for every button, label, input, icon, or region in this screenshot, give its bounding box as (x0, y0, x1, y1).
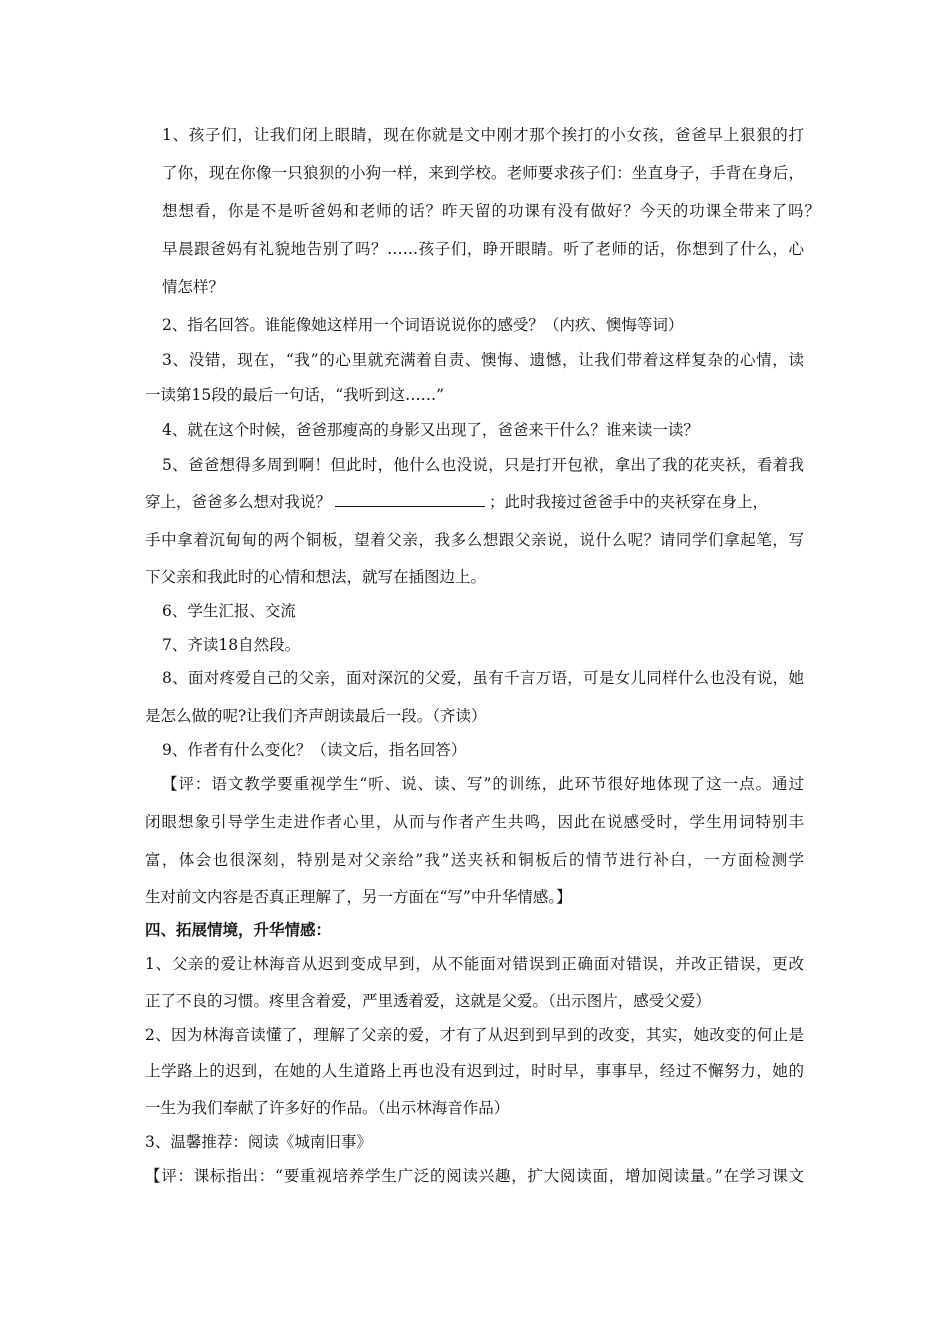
text-line: 情怎样？ (162, 278, 225, 296)
text-line: 富，体会也很深刻，特别是对父亲给”我”送夹袄和铜板后的情节进行补白，一方面检测学 (145, 851, 804, 869)
text-line: 1、孩子们，让我们闭上眼睛，现在你就是文中刚才那个挨打的小女孩，爸爸早上狠狠的打 (162, 126, 804, 144)
text-line: 一生为我们奉献了许多好的作品。（出示林海音作品） (145, 1099, 510, 1117)
text-line: 5、爸爸想得多周到啊！但此时，他什么也没说，只是打开包袱，拿出了我的花夹袄，看着我 (162, 456, 804, 474)
text-line: 下父亲和我此时的心情和想法，就写在插图边上。 (145, 568, 487, 586)
text-line: 正了不良的习惯。疼里含着爱，严里透着爱，这就是父爱。（出示图片，感受父爱） (145, 992, 711, 1010)
text-line: 上学路上的迟到，在她的人生道路上再也没有迟到过，时时早，事事早，经过不懈努力，她的 (145, 1062, 804, 1080)
text-line: 9、作者有什么变化？（读文后，指名回答） (162, 741, 467, 759)
text-line: 3、没错，现在，“我”的心里就充满着自责、懊悔、遗憾，让我们带着这样复杂的心情，读 (162, 351, 804, 369)
text-line: 【评：课标指出：“要重视培养学生广泛的阅读兴趣，扩大阅读面，增加阅读量。”在学习课文 (145, 1167, 804, 1185)
text-line: 是怎么做的呢?让我们齐声朗读最后一段。（齐读） (145, 707, 487, 725)
text-line: 4、就在这个时候，爸爸那瘦高的身影又出现了，爸爸来干什么？谁来读一读？ (162, 421, 699, 439)
text-line: 8、面对疼爱自己的父亲，面对深沉的父爱，虽有千言万语，可是女儿同样什么也没有说，她 (162, 669, 804, 687)
text-line: 6、学生汇报、交流 (162, 602, 296, 620)
text-line: 2、因为林海音读懂了，理解了父亲的爱，才有了从迟到到早到的改变，其实，她改变的何止是 (145, 1026, 804, 1044)
section-heading: 四、拓展情境，升华情感： (145, 920, 332, 939)
text-line: 了你，现在你像一只狼狈的小狗一样，来到学校。老师要求孩子们：坐直身子，手背在身后， (162, 164, 804, 182)
text-line: 早晨跟爸妈有礼貌地告别了吗？……孩子们，睁开眼睛。听了老师的话，你想到了什么，心 (162, 240, 804, 258)
text-line: 生对前文内容是否真正理解了，另一方面在“写”中升华情感。】 (145, 888, 572, 906)
text-segment: 穿上，爸爸多么想对我说？ (145, 493, 332, 511)
text-line: 7、齐读18自然段。 (162, 636, 301, 654)
text-line: 2、指名回答。谁能像她这样用一个词语说说你的感受？（内疚、懊悔等词） (162, 316, 684, 334)
fill-in-blank[interactable] (335, 492, 485, 507)
text-line: 1、父亲的爱让林海音从迟到变成早到，从不能面对错误到正确面对错误，并改正错误，更改 (145, 955, 804, 973)
text-line: 3、温馨推荐：阅读《城南旧事》 (145, 1133, 372, 1151)
text-segment: ；此时我接过爸爸手中的夹袄穿在身上， (489, 493, 769, 511)
text-line: 【评：语文教学要重视学生“听、说、读、写”的训练，此环节很好地体现了这一点。通过 (162, 775, 804, 793)
text-line: 一读第15段的最后一句话，“我听到这……” (145, 386, 445, 404)
text-line: 想想看，你是不是听爸妈和老师的话？昨天留的功课有没有做好？今天的功课全带来了吗？ (162, 202, 820, 220)
text-line: 闭眼想象引导学生走进作者心里，从而与作者产生共鸣，因此在说感受时，学生用词特别丰 (145, 813, 804, 831)
text-line: 手中拿着沉甸甸的两个铜板，望着父亲，我多么想跟父亲说，说什么呢？请同学们拿起笔，写 (145, 531, 804, 549)
text-line (145, 492, 768, 512)
